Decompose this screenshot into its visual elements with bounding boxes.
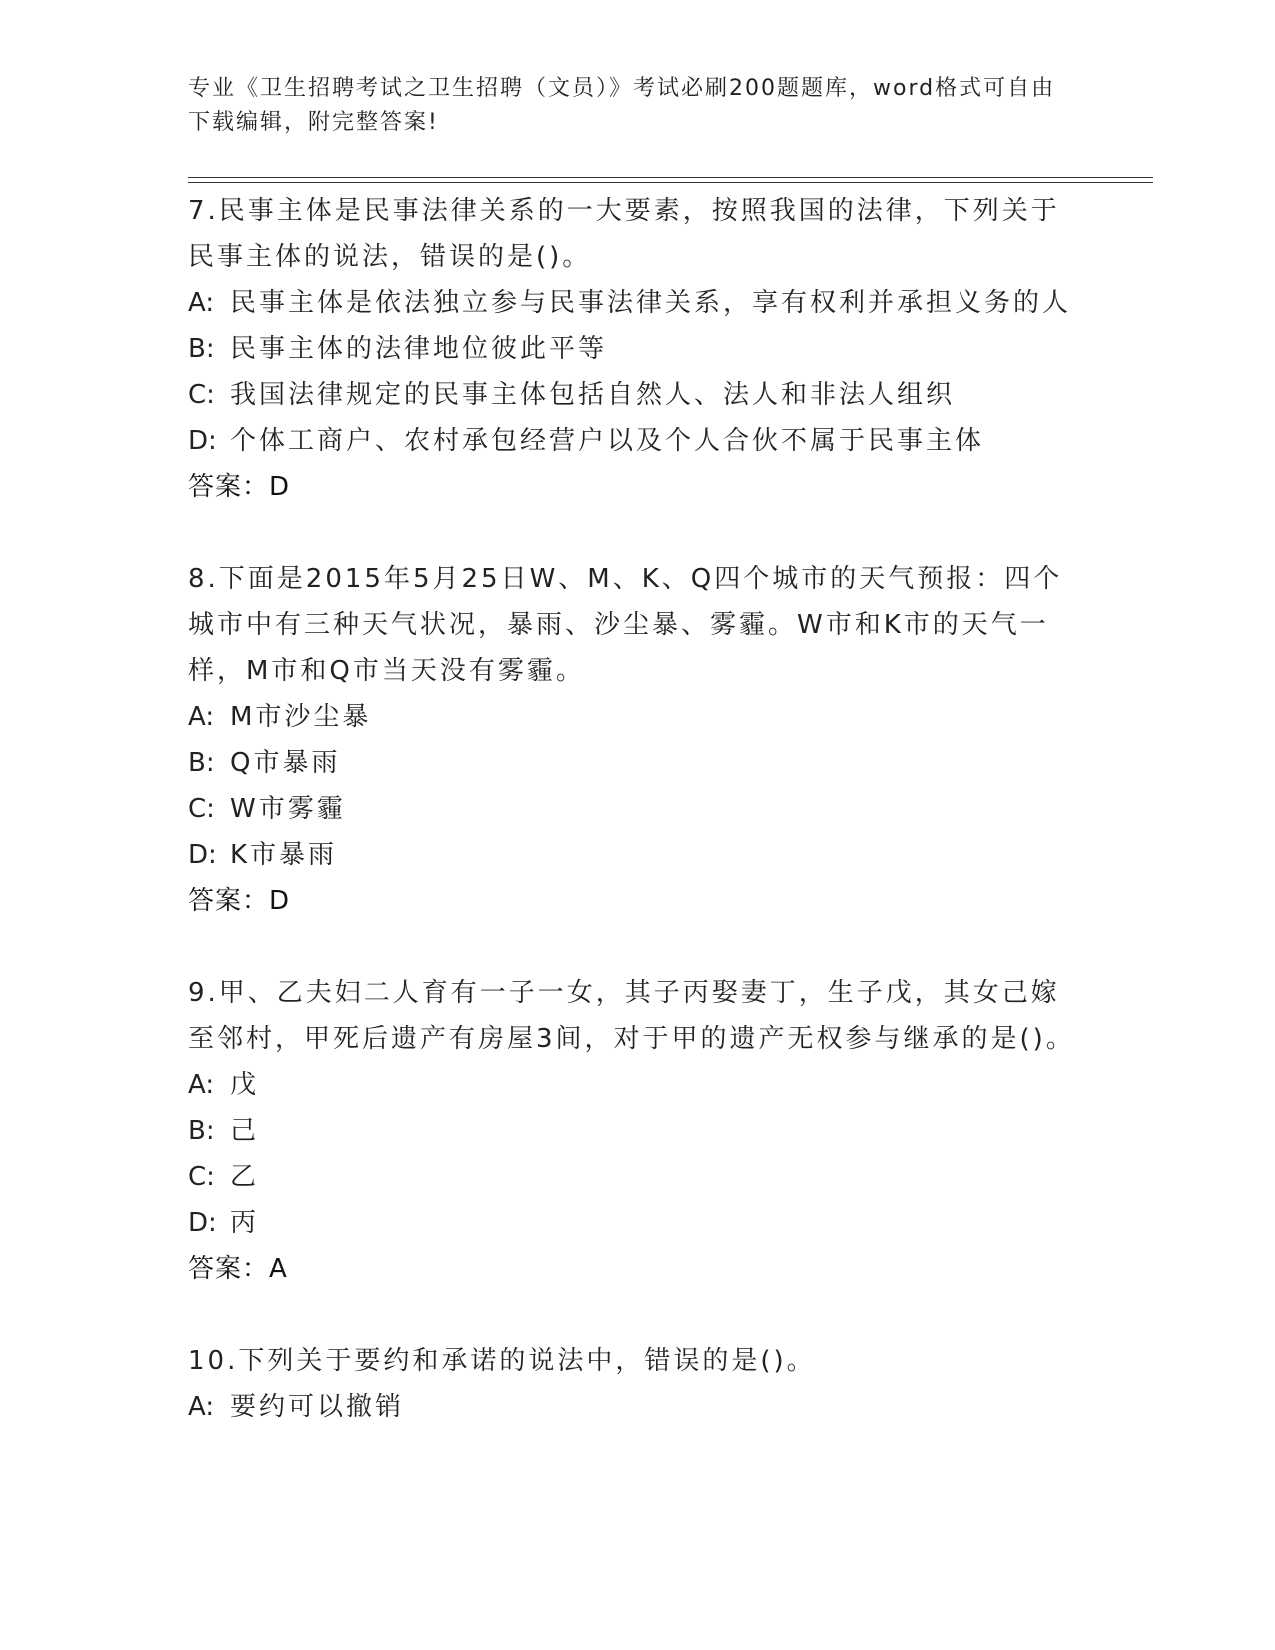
question-list: [188, 188, 1088, 1476]
option-c: [188, 786, 1088, 832]
option-text: M市沙尘暴: [230, 702, 372, 732]
option-text: Q市暴雨: [230, 748, 341, 778]
option-b: [188, 326, 1088, 372]
header-rule-bottom: [188, 182, 1153, 183]
option-d: [188, 1200, 1088, 1246]
option-letter: C:: [188, 380, 215, 410]
option-a: [188, 1062, 1088, 1108]
option-text: 戊: [230, 1070, 260, 1100]
option-letter: B:: [188, 748, 215, 778]
question-10: [188, 1338, 1088, 1430]
option-letter: C:: [188, 1162, 215, 1192]
option-letter: D:: [188, 840, 217, 870]
document-header: 专业《卫生招聘考试之卫生招聘（文员）》考试必刷200题题库，word格式可自由下载编辑，附完整答案!: [188, 76, 1056, 135]
answer-line: 答案：D: [188, 886, 291, 916]
question-stem: 9.甲、乙夫妇二人育有一子一女，其子丙娶妻丁，生子戊，其女己嫁至邻村，甲死后遗产有房屋3间，对于甲的遗产无权参与继承的是()。: [188, 978, 1075, 1054]
option-c: [188, 372, 1088, 418]
answer-line: 答案：A: [188, 1254, 288, 1284]
option-text: 民事主体是依法独立参与民事法律关系，享有权利并承担义务的人: [230, 288, 1072, 318]
question-stem: 8.下面是2015年5月25日W、M、K、Q四个城市的天气预报：四个城市中有三种天气状况，暴雨、沙尘暴、雾霾。W市和K市的天气一样，M市和Q市当天没有雾霾。: [188, 564, 1063, 686]
option-b: [188, 1108, 1088, 1154]
option-letter: D:: [188, 1208, 217, 1238]
answer-line: 答案：D: [188, 472, 291, 502]
option-letter: A:: [188, 1392, 215, 1422]
question-9: [188, 970, 1088, 1292]
option-d: [188, 418, 1088, 464]
header-rule-top: [188, 177, 1153, 178]
option-letter: C:: [188, 794, 215, 824]
option-text: W市雾霾: [230, 794, 346, 824]
option-text: 民事主体的法律地位彼此平等: [230, 334, 608, 364]
option-text: 乙: [230, 1162, 260, 1192]
option-text: K市暴雨: [230, 840, 338, 870]
question-8: [188, 556, 1088, 924]
option-letter: A:: [188, 702, 215, 732]
option-a: [188, 280, 1088, 326]
option-d: [188, 832, 1088, 878]
option-letter: A:: [188, 288, 215, 318]
option-c: [188, 1154, 1088, 1200]
option-text: 己: [230, 1116, 260, 1146]
option-text: 个体工商户、农村承包经营户以及个人合伙不属于民事主体: [230, 426, 985, 456]
option-a: [188, 1384, 1088, 1430]
option-letter: B:: [188, 334, 215, 364]
question-stem: 7.民事主体是民事法律关系的一大要素，按照我国的法律，下列关于民事主体的说法，错误的是()。: [188, 196, 1060, 272]
option-letter: B:: [188, 1116, 215, 1146]
question-7: [188, 188, 1088, 510]
option-letter: D:: [188, 426, 217, 456]
option-text: 丙: [230, 1208, 260, 1238]
option-letter: A:: [188, 1070, 215, 1100]
option-b: [188, 740, 1088, 786]
question-stem: 10.下列关于要约和承诺的说法中，错误的是()。: [188, 1346, 816, 1376]
option-a: [188, 694, 1088, 740]
option-text: 要约可以撤销: [230, 1392, 405, 1422]
option-text: 我国法律规定的民事主体包括自然人、法人和非法人组织: [230, 380, 956, 410]
